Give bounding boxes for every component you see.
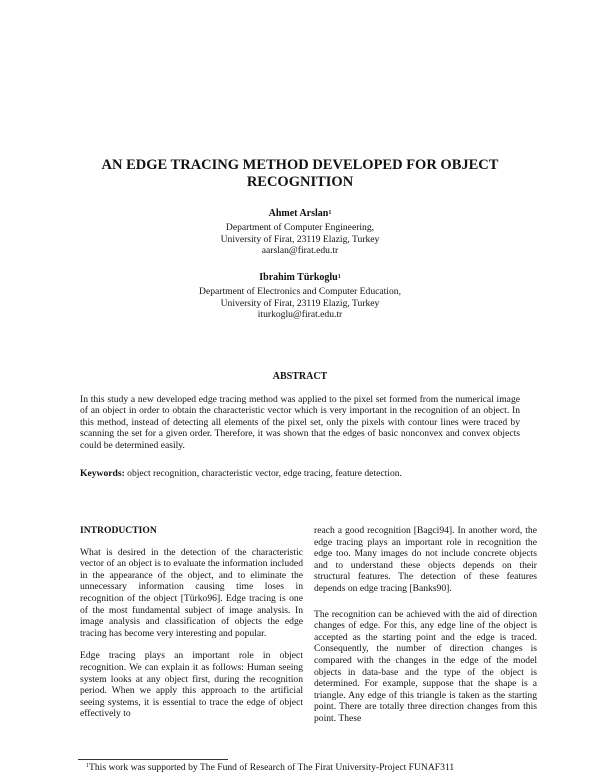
footnote-marker: 1	[86, 763, 89, 769]
right-paragraph-1: reach a good recognition [Bagci94]. In another word, the edge tracing plays an important role in recognition the edge too. Many images do not include concrete objects and to understand these objects depends on their structural features. The detection of these features depends on edge tracing [Banks90].	[314, 525, 537, 594]
title-line-1: AN EDGE TRACING METHOD DEVELOPED FOR OBJECT	[101, 157, 499, 173]
title-line-2: RECOGNITION	[246, 174, 354, 190]
author-name: Ibrahim Türkoglu$^1$	[259, 272, 341, 283]
footnote	[86, 762, 454, 773]
intro-paragraph-1: What is desired in the detection of the characteristic vector of an object is to evaluate the information included in the appearance of the object, and to eliminate the unnecessary information causing time loses in recognition of the object [Türko96]. Edge tracing is one of the most fundamental subject of image analysis. In image analysis and classification of objects the edge tracing has become very interesting and popular.	[80, 546, 303, 639]
introduction-heading: INTRODUCTION	[80, 525, 157, 536]
author-email: iturkoglu@firat.edu.tr	[257, 309, 343, 320]
author-department: Department of Electronics and Computer Education,	[199, 286, 401, 297]
author-block-2	[100, 272, 500, 321]
author-university: University of Firat, 23119 Elazig, Turkey	[220, 297, 380, 309]
footnote-marker: 1	[328, 210, 332, 216]
right-column	[314, 525, 537, 736]
paper-title	[60, 157, 540, 191]
keywords	[80, 468, 520, 479]
footnote-rule	[78, 759, 228, 760]
author-department: Department of Computer Engineering,	[225, 222, 375, 233]
author-block-1	[100, 208, 500, 257]
abstract-heading: ABSTRACT	[272, 371, 328, 382]
footnote-marker: 1	[337, 274, 341, 280]
author-name: Ahmet Arslan$^1$	[268, 208, 332, 219]
keywords-label: Keywords:	[80, 468, 125, 479]
abstract-text: In this study a new developed edge tracing method was applied to the pixel set formed from the numerical image of an object in order to obtain the characteristic vector which is very important in the recognition of an object. In this method, instead of detecting all elements of the pixel set, only the pixels with contour lines were traced by scanning the set for a given order. Therefore, it was shown that the edges of basic nonconvex and convex objects could be determined easily.	[80, 394, 520, 451]
left-column	[80, 525, 303, 731]
author-university: University of Firat, 23119 Elazig, Turkey	[220, 233, 380, 245]
right-paragraph-2: The recognition can be achieved with the aid of direction changes of edge. For this, any edge line of the object is accepted as the starting point and the edge is traced. Consequently, the number of direction changes is compared with the changes in the edge of the model objects in data-base and the type of the object is determined. For example, suppose that the shape is a triangle. Any edge of this triangle is taken as the starting point. There are totally three direction changes from this point. These	[314, 608, 537, 724]
footnote-text: This work was supported by The Fund of Research of The Firat University-Project FUNAF311	[89, 762, 455, 773]
author-email: aarslan@firat.edu.tr	[261, 245, 339, 256]
keywords-list: object recognition, characteristic vector, edge tracing, feature detection.	[127, 468, 402, 479]
intro-paragraph-2: Edge tracing plays an important role in object recognition. We can explain it as follows: Human seeing system looks at any object first, during the recognition period. When we apply this approach to the artificial seeing systems, it is essential to trace the edge of object effectively to	[80, 650, 303, 720]
